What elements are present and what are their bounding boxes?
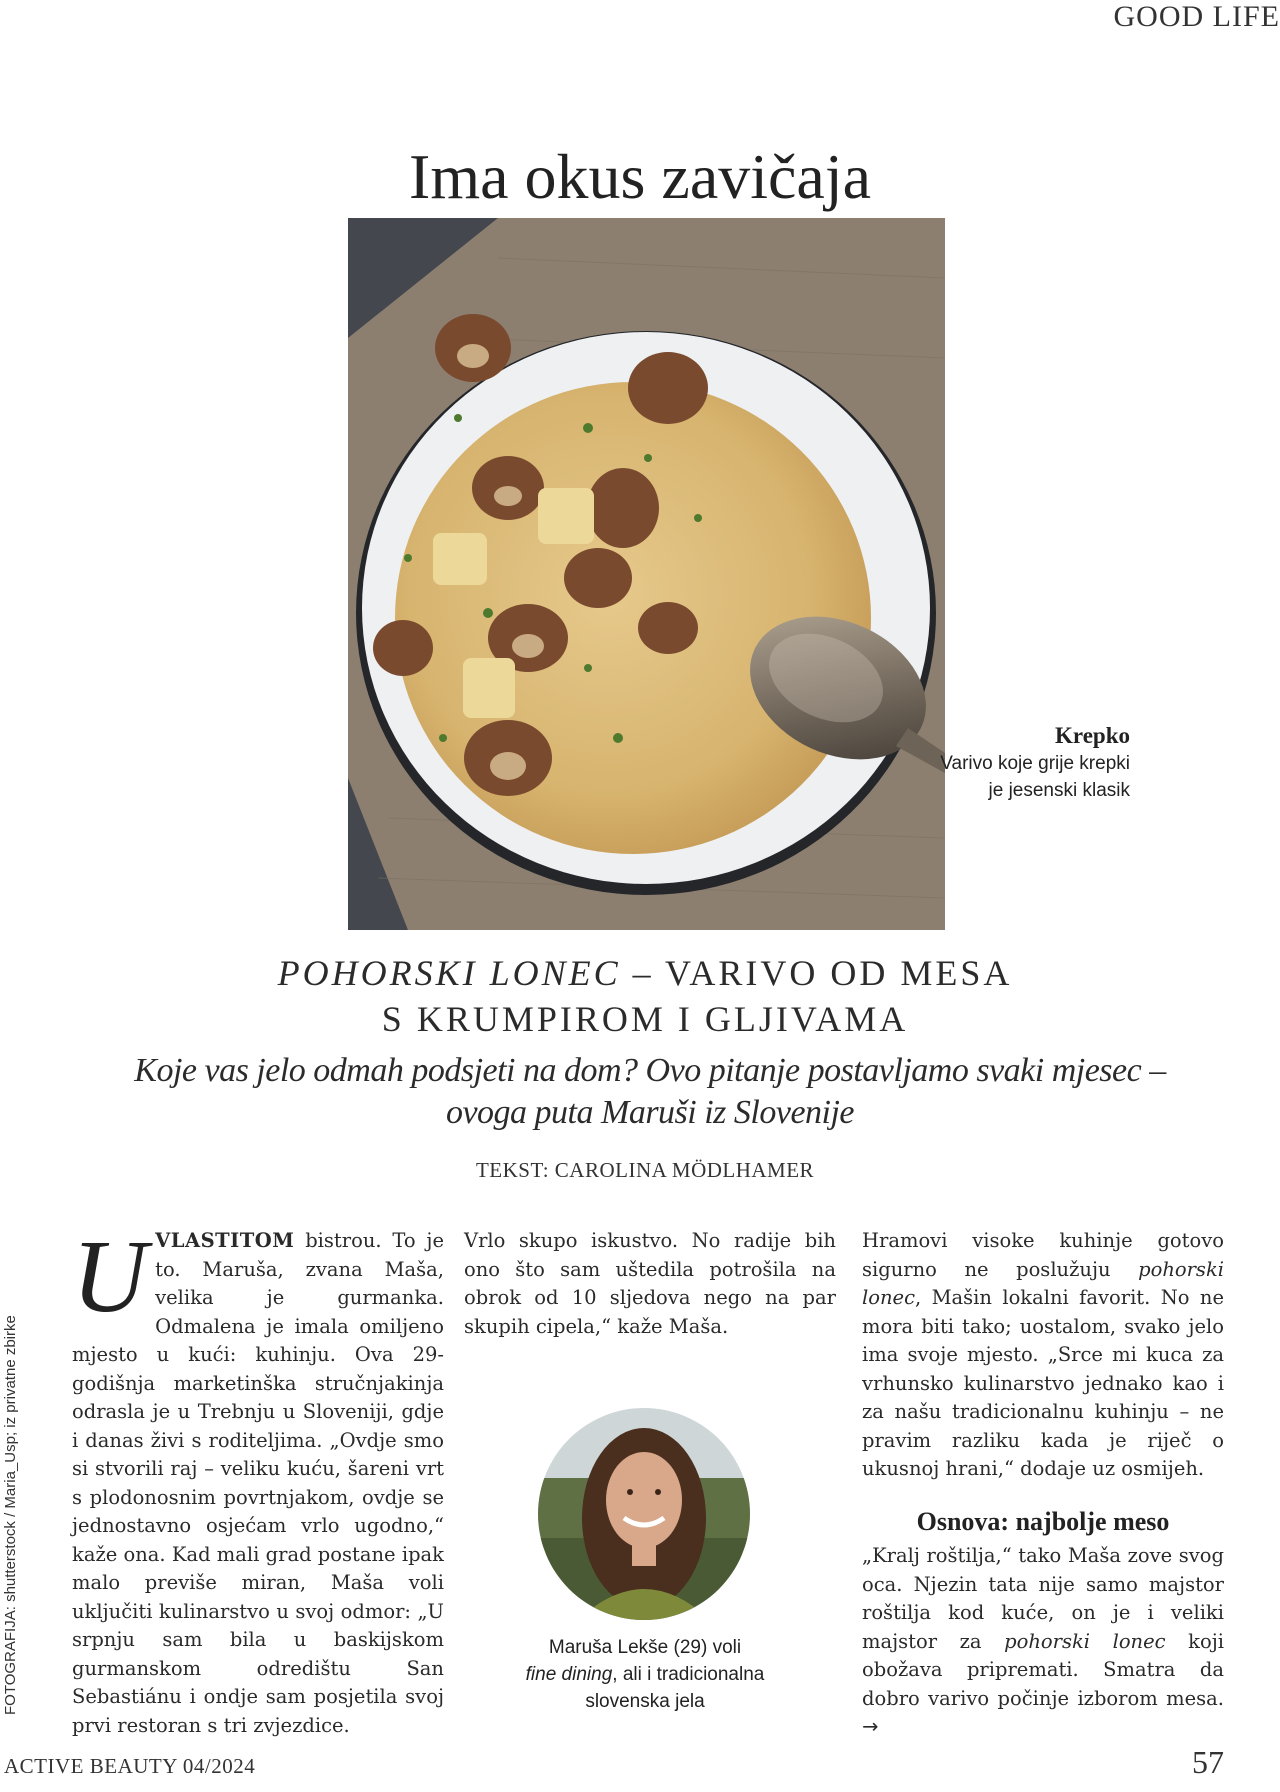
dish-title-rest: – VARIVO OD MESA (620, 953, 1013, 993)
dish-title (0, 950, 1280, 1042)
hero-photo-soup (348, 218, 945, 930)
dropcap: U (72, 1219, 148, 1334)
col3-p2-a: „Kralj roštilja,“ tako Maša zove svog oca. Njezin tata nije samo majstor roštilja kod kuće, on je i veliki majstor za (862, 1544, 1224, 1653)
page-number: 57 (1192, 1744, 1224, 1780)
col3-p2-italic: pohorski lonec (1004, 1629, 1166, 1653)
portrait-caption (490, 1634, 800, 1715)
article-column-2 (464, 1227, 836, 1341)
intro-deck: Koje vas jelo odmah podsjeti na dom? Ovo pitanje postavljamo svaki mjesec – ovoga puta Maruši iz Slovenije (134, 1052, 1166, 1131)
dish-title-italic: POHORSKI LONEC (277, 953, 621, 993)
continue-arrow-icon: → (862, 1715, 879, 1738)
section-label: GOOD LIFE (1113, 0, 1280, 33)
byline: TEKST: CAROLINA MÖDLHAMER (475, 1158, 815, 1182)
footer-magazine: ACTIVE BEAUTY 04/2024 (4, 1754, 256, 1778)
article-paragraph (72, 1219, 444, 1740)
article-column-3 (862, 1227, 1224, 1742)
portrait-illustration (538, 1408, 750, 1620)
col3-p2-b: koji obožava pripremati. Smatra da dobro varivo počinje izborom mesa. (862, 1629, 1224, 1710)
portrait-caption-line2 (490, 1661, 800, 1688)
hero-caption-title: Krepko (1055, 723, 1130, 748)
soup-illustration (348, 218, 945, 930)
col3-p1-a: Hramovi visoke kuhinje gotovo sigurno ne poslužuju (862, 1229, 1224, 1281)
portrait-caption-line1: Maruša Lekše (29) voli (548, 1637, 742, 1658)
soup (395, 382, 871, 854)
col3-p1-b: , Mašin lokalni favorit. No ne mora biti tako; uostalom, svako jelo ima svoje mjesto. „Srce mi kuca za vrhunsko kulinarstvo jednako kao i za našu tradicionalnu kuhinju – ne pravim razliku kada je riječ o ukusnoj hrani,“ dodaje uz osmijeh. (862, 1286, 1224, 1480)
col3-p1-italic: pohorski lonec (862, 1257, 1224, 1309)
portrait-caption-italic: fine dining (525, 1664, 613, 1685)
col2-text: Vrlo skupo iskustvo. No radije bih ono što sam uštedila potrošila na obrok od 10 sljedova nego na par skupih cipela,“ kaže Maša. (464, 1229, 836, 1338)
hero-caption (940, 722, 1130, 804)
col1-text: bistrou. To je to. Maruša, zvana Maša, velika je gurmanka. Odmalena je imala omiljeno mjesto u kući: kuhinju. Ova 29-godišnja marketinška stručnjakinja odrasla je u Trebnju u Sloveniji, gdje i danas živi s roditeljima. „Ovdje smo si stvorili raj – veliku kuću, šareni vrt s plodonosnim povrtnjakom, ovdje se jednostavno osjećam vrlo ugodno,“ kaže ona. Kad mali grad postane ipak malo previše miran, Maša voli uključiti kulinarstvo u svoj odmor: „U srpnju sam bila u baskijskom gurmanskom odredištu San Sebastiánu i ondje sam posjetila svoj prvi restoran s tri zvjezdice. (72, 1229, 444, 1737)
portrait-caption-line3: slovenska jela (585, 1691, 705, 1712)
subhead: Osnova: najbolje meso (916, 1506, 1170, 1536)
article-column-1 (72, 1219, 444, 1740)
lead-in: VLASTITOM (155, 1229, 295, 1252)
portrait-caption-rest: , ali i tradicionalna (612, 1664, 765, 1685)
col3-paragraph-2 (862, 1542, 1224, 1742)
photo-credit: FOTOGRAFIJA: shutterstock / Maria_Usp; iz privatne zbirke (2, 1315, 19, 1715)
dish-title-line2: S KRUMPIROM I GLJIVAMA (381, 999, 909, 1039)
col3-paragraph-1 (862, 1227, 1224, 1484)
hero-caption-text: Varivo koje grije krepki je jesenski klasik (940, 753, 1130, 801)
portrait-photo (538, 1408, 750, 1620)
page-title: Ima okus zavičaja (409, 141, 871, 212)
